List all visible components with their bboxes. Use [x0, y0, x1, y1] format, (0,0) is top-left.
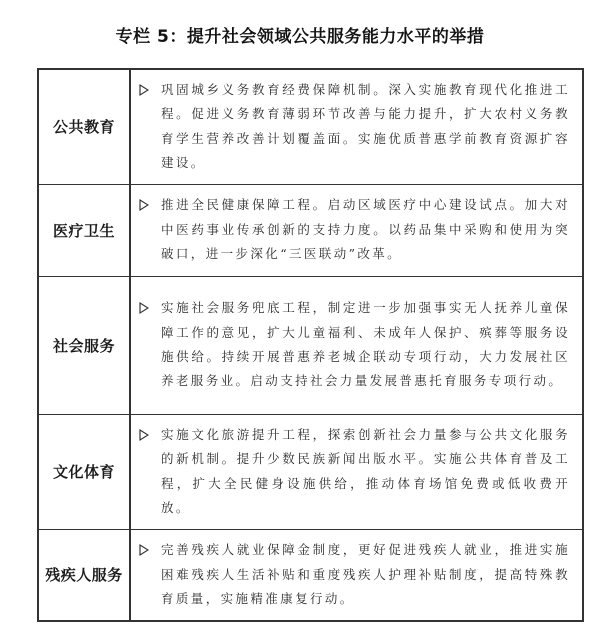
content-cell [130, 69, 583, 184]
diamond-bullet-icon [139, 78, 153, 102]
category-label: 公共教育 [38, 69, 130, 184]
content-cell [130, 414, 583, 529]
content-text: 完善残疾人就业保障金制度，更好促进残疾人就业，推进实施困难残疾人生活补贴和重度残疾人护理补贴制度，提高特殊教育质量，实施精准康复行动。 [161, 542, 570, 606]
table-row [38, 184, 583, 276]
category-label: 文化体育 [38, 414, 130, 529]
content-text: 推进全民健康保障工程。启动区域医疗中心建设试点。加大对中医药事业传承创新的支持力度。以药品集中采购和使用为突破口，进一步深化“三医联动”改革。 [161, 197, 570, 262]
content-text: 巩固城乡义务教育经费保障机制。深入实施教育现代化推进工程。促进义务教育薄弱环节改善与能力提升，扩大农村义务教育学生营养改善计划覆盖面。实施优质普惠学前教育资源扩容建设。 [161, 81, 570, 171]
table-row [38, 529, 583, 621]
diamond-bullet-icon [139, 423, 153, 447]
category-label: 社会服务 [38, 276, 130, 414]
content-text: 实施社会服务兜底工程，制定进一步加强事实无人抚养儿童保障工作的意见，扩大儿童福利、未成年人保护、殡葬等服务设施供给。持续开展普惠养老城企联动专项行动，大力发展社区养老服务业。启动支持社会力量发展普惠托育服务专项行动。 [161, 300, 570, 389]
content-cell [130, 529, 583, 621]
content-cell [130, 184, 583, 276]
diamond-bullet-icon [139, 193, 153, 217]
table-row [38, 414, 583, 529]
table-row [38, 276, 583, 414]
page-title: 专栏 5：提升社会领域公共服务能力水平的举措 [115, 27, 485, 47]
measures-table [37, 68, 584, 622]
content-cell [130, 276, 583, 414]
table-row [38, 69, 583, 184]
diamond-bullet-icon [139, 296, 153, 320]
content-text: 实施文化旅游提升工程，探索创新社会力量参与公共文化服务的新机制。提升少数民族新闻出版水平。实施公共体育普及工程，扩大全民健身设施供给，推动体育场馆免费或低收费开放。 [161, 426, 570, 515]
diamond-bullet-icon [139, 538, 153, 562]
category-label: 残疾人服务 [38, 529, 130, 621]
category-label: 医疗卫生 [38, 184, 130, 276]
